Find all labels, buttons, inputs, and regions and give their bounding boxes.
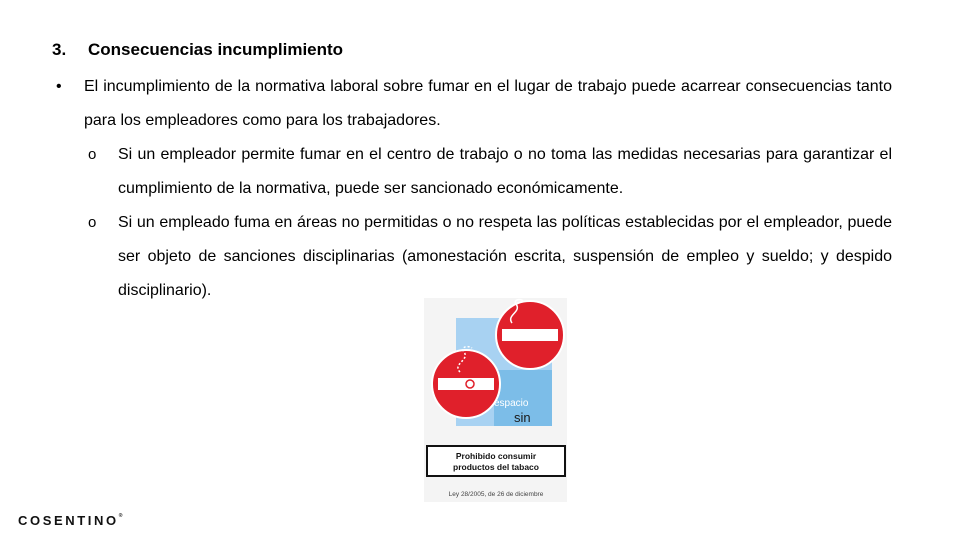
bullet-dot: • <box>56 78 62 95</box>
warning-line-2: productos del tabaco <box>453 462 539 472</box>
paragraph-employee: Si un empleado fuma en áreas no permitidas o no respeta las políticas establecidas por el empleador, puede ser objeto de sanciones disciplinarias (amonestación escrita, suspensión de empleo y sueldo; y despido disciplinario). <box>118 214 892 299</box>
law-reference: Ley 28/2005, de 26 de diciembre <box>448 491 544 498</box>
cosentino-logo <box>18 513 122 528</box>
logo-registered-mark: ® <box>118 513 123 519</box>
warning-line-1: Prohibido consumir <box>455 451 537 461</box>
sub-bullet-1: o <box>88 146 97 163</box>
section-number: 3. <box>52 40 67 59</box>
label-sin: sin <box>514 410 531 425</box>
paragraph-main: El incumplimiento de la normativa laboral sobre fumar en el lugar de trabajo puede acarrear consecuencias tanto para los empleadores como para los trabajadores. <box>84 78 892 129</box>
section-heading <box>52 40 343 60</box>
no-smoking-poster <box>424 298 567 502</box>
cigarette-bar-large <box>502 329 558 341</box>
label-espacio: espacio <box>494 398 529 409</box>
section-title: Consecuencias incumplimiento <box>88 40 344 59</box>
no-smoking-graphic <box>424 298 567 502</box>
sub-bullet-2: o <box>88 214 97 231</box>
logo-text: COSENTINO <box>18 513 119 528</box>
paragraph-employer: Si un empleador permite fumar en el centro de trabajo o no toma las medidas necesarias para garantizar el cumplimiento de la normativa, puede ser sancionado económicamente. <box>118 146 892 197</box>
